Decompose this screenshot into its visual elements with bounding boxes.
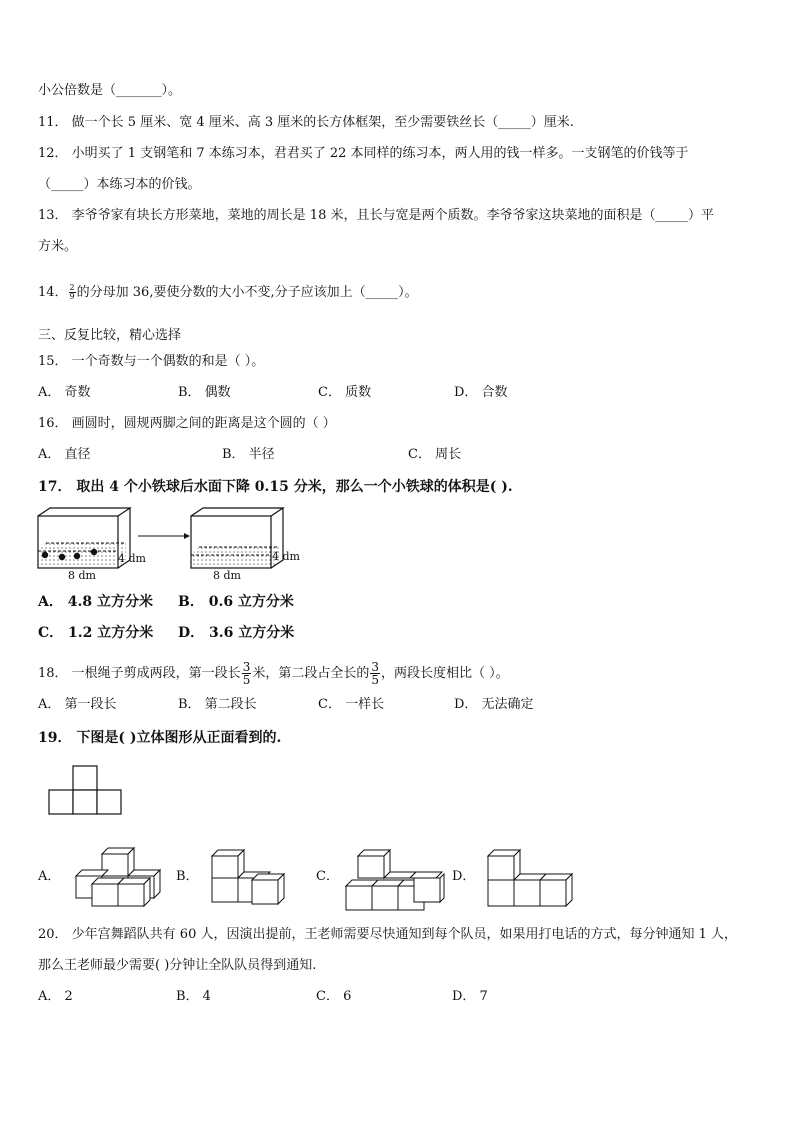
right-tank-length: 8 dm xyxy=(213,569,241,582)
iron-ball xyxy=(74,553,80,559)
q18-fraction-2: $\frac{3}{5}$ xyxy=(371,660,379,687)
q19-solid-a xyxy=(66,842,162,910)
question-20-line2: 那么王老师最少需要( )分钟让全队队员得到通知. xyxy=(38,958,317,973)
question-11: 11． 做一个长 5 厘米、宽 4 厘米、高 3 厘米的长方体框架，至少需要铁丝长（_____）厘米. xyxy=(38,115,574,130)
arrow-icon xyxy=(138,533,190,539)
tank-after xyxy=(191,508,301,582)
question-16: 16． 画圆时，圆规两脚之间的距离是这个圆的（ ） xyxy=(38,416,336,431)
tank-before xyxy=(38,508,147,582)
q14-text: 的分母加 36,要使分数的大小不变,分子应该加上（_____）。 xyxy=(76,285,418,300)
q19-solid-d xyxy=(484,846,578,912)
question-17: 17． 取出 4 个小铁球后水面下降 0.15 分米，那么一个小铁球的体积是( ). xyxy=(38,479,513,495)
q19-option-d[interactable]: D． xyxy=(452,869,476,884)
q18-option-c[interactable]: C． 一样长 xyxy=(318,697,385,712)
q20-option-d[interactable]: D． 7 xyxy=(452,989,488,1004)
question-14 xyxy=(38,284,418,301)
section-3-heading: 三、反复比较，精心选择 xyxy=(38,328,182,343)
q10-tail: 小公倍数是（_______）。 xyxy=(38,83,182,98)
question-12-line2: （_____）本练习本的价钱。 xyxy=(38,177,201,192)
q19-option-c[interactable]: C． xyxy=(316,869,339,884)
question-12-line1: 12． 小明买了 1 支钢笔和 7 本练习本，君君买了 22 本同样的练习本，两人用的钱一样多。一支钢笔的价钱等于 xyxy=(38,146,689,161)
q20-option-b[interactable]: B． 4 xyxy=(176,989,211,1004)
q18-text-b: 米，第二段占全长的 xyxy=(252,666,370,681)
q19-option-a[interactable]: A． xyxy=(38,869,61,884)
q18-text-c: ，两段长度相比（ ）。 xyxy=(380,666,509,681)
q18-option-d[interactable]: D． 无法确定 xyxy=(454,697,534,712)
q20-option-c[interactable]: C． 6 xyxy=(316,989,352,1004)
question-15: 15． 一个奇数与一个偶数的和是（ ）。 xyxy=(38,354,265,369)
q14-fraction: $\frac{2}{9}$ xyxy=(69,283,75,301)
q17-tank-figure xyxy=(36,506,306,582)
left-tank-width: 4 dm xyxy=(118,552,146,565)
q14-number: 14． xyxy=(38,285,68,300)
q18-fraction-1: $\frac{3}{5}$ xyxy=(242,660,251,687)
q19-front-view xyxy=(47,765,123,817)
question-20-line1: 20． 少年宫舞蹈队共有 60 人，因演出提前，王老师需要尽快通知到每个队员，如果用打电话的方式，每分钟通知 1 人， xyxy=(38,927,738,942)
q15-option-d[interactable]: D． 合数 xyxy=(454,385,508,400)
q16-option-a[interactable]: A． 直径 xyxy=(38,447,91,462)
q17-option-c[interactable]: C． 1.2 立方分米 xyxy=(38,625,154,641)
iron-ball xyxy=(42,552,48,558)
question-19: 19． 下图是( )立体图形从正面看到的. xyxy=(38,730,282,746)
q16-option-c[interactable]: C． 周长 xyxy=(408,447,462,462)
q18-option-a[interactable]: A． 第一段长 xyxy=(38,697,117,712)
iron-ball xyxy=(91,549,97,555)
q18-option-b[interactable]: B． 第二段长 xyxy=(178,697,257,712)
q19-solid-c xyxy=(344,846,448,912)
q15-option-c[interactable]: C． 质数 xyxy=(318,385,372,400)
q19-option-b[interactable]: B． xyxy=(176,869,199,884)
q20-option-a[interactable]: A． 2 xyxy=(38,989,73,1004)
q17-option-b[interactable]: B． 0.6 立方分米 xyxy=(178,594,294,610)
question-13-line2: 方米。 xyxy=(38,239,78,254)
question-13-line1: 13． 李爷爷家有块长方形菜地，菜地的周长是 18 米，且长与宽是两个质数。李爷爷家这块菜地的面积是（_____）平 xyxy=(38,208,714,223)
q16-option-b[interactable]: B． 半径 xyxy=(222,447,275,462)
q19-solid-b xyxy=(210,844,300,908)
q17-option-a[interactable]: A． 4.8 立方分米 xyxy=(38,594,153,610)
question-18 xyxy=(38,661,509,686)
q18-text-a: 18． 一根绳子剪成两段，第一段长 xyxy=(38,666,241,681)
q15-option-a[interactable]: A． 奇数 xyxy=(38,385,91,400)
q15-option-b[interactable]: B． 偶数 xyxy=(178,385,231,400)
iron-ball xyxy=(59,554,65,560)
q17-option-d[interactable]: D． 3.6 立方分米 xyxy=(178,625,295,641)
left-tank-length: 8 dm xyxy=(68,569,96,582)
right-tank-width: 4 dm xyxy=(272,550,300,563)
